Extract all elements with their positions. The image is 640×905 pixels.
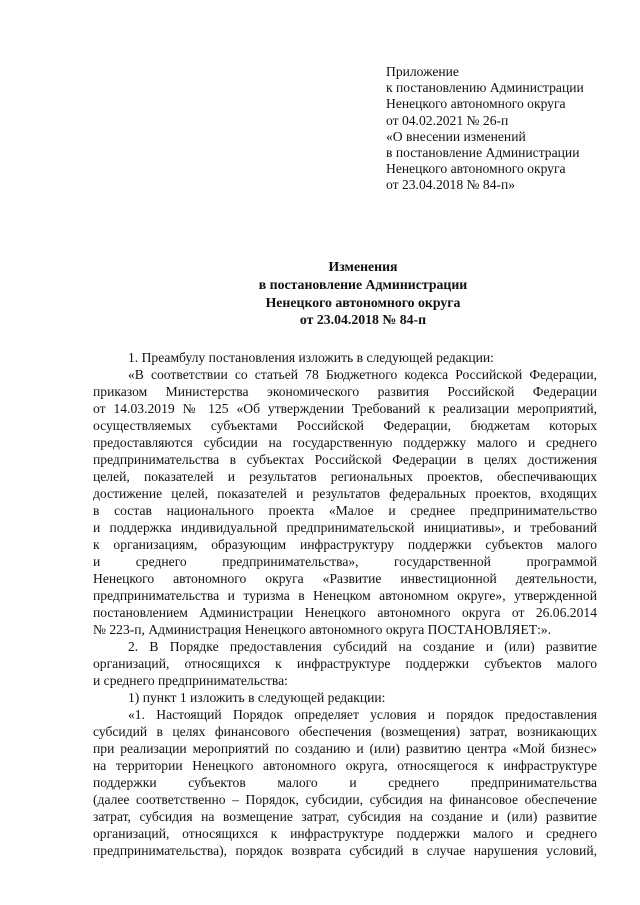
appendix-line: Приложение <box>386 64 459 79</box>
body-line: и поддержка индивидуальной предпринимательской инициативы», и требований <box>93 520 597 535</box>
document-title <box>93 258 633 329</box>
title-line: Ненецкого автономного округа <box>265 294 461 310</box>
body-line: «1. Настоящий Порядок определяет условия и порядок предоставления <box>128 707 597 722</box>
appendix-line: к постановлению Администрации <box>386 80 584 96</box>
appendix-line: от 04.02.2021 № 26-п <box>386 112 509 128</box>
body-line: и среднего предпринимательства», государственной программой <box>93 554 597 569</box>
body-line: предпринимательства), порядок возврата субсидий в случае нарушения условий, <box>93 843 597 858</box>
body-line: 2. В Порядке предоставления субсидий на создание и (или) развитие <box>128 639 597 654</box>
appendix-line: Ненецкого автономного округа <box>386 96 566 112</box>
body-line: на территории Ненецкого автономного округа, относящегося к инфраструктуре <box>93 758 597 773</box>
body-line: организаций, относящихся к инфраструктуре поддержки субъектов малого <box>93 656 597 671</box>
body-line: субсидий в целях финансового обеспечения (возмещения) затрат, возникающих <box>93 724 597 739</box>
body-line: осуществляемых субъектами Российской Федерации, бюджетам которых <box>93 418 597 433</box>
title-line: в постановление Администрации <box>258 276 468 292</box>
body-line: поддержки субъектов малого и среднего предпринимательства <box>93 775 597 790</box>
body-line: от 14.03.2019 № 125 «Об утверждении Требований к реализации мероприятий, <box>93 401 597 416</box>
body-line: в состав национального проекта «Малое и среднее предпринимательство <box>93 503 597 518</box>
appendix-line: в постановление Администрации <box>386 145 580 161</box>
body-line: приказом Министерства экономического развития Российской Федерации <box>93 384 597 399</box>
body-line: постановлением Администрации Ненецкого автономного округа от 26.06.2014 <box>93 605 597 620</box>
appendix-block <box>386 64 626 194</box>
appendix-line: от 23.04.2018 № 84-п» <box>386 177 516 193</box>
body-line: (далее соответственно – Порядок, субсидии, субсидия на финансовое обеспечение <box>93 792 597 807</box>
body-line: № 223-п, Администрация Ненецкого автономного округа ПОСТАНОВЛЯЕТ:». <box>93 622 552 637</box>
body-line: достижение целей, показателей и результатов федеральных проектов, входящих <box>93 486 597 501</box>
body-line: 1) пункт 1 изложить в следующей редакции: <box>128 690 386 705</box>
appendix-line: «О внесении изменений <box>386 128 526 144</box>
body-line: при реализации мероприятий по созданию и (или) развитию центра «Мой бизнес» <box>93 741 597 756</box>
body-line: целей, показателей и результатов региональных проектов, обеспечивающих <box>93 469 597 484</box>
body-line: предпринимательства в субъектах Российской Федерации в целях достижения <box>93 452 597 467</box>
body-line: организаций, относящихся к инфраструктуре поддержки малого и среднего <box>93 826 597 841</box>
body-line: Ненецкого автономного округа «Развитие инвестиционной деятельности, <box>93 571 597 586</box>
body-line: 1. Преамбулу постановления изложить в следующей редакции: <box>128 350 494 365</box>
body-line: к организациям, образующим инфраструктуру поддержки субъектов малого <box>93 537 597 552</box>
body-line: затрат, субсидия на возмещение затрат, субсидия на создание и (или) развитие <box>93 809 597 824</box>
appendix-line: Ненецкого автономного округа <box>386 161 566 177</box>
body-line: и среднего предпринимательства: <box>93 673 288 688</box>
body-line: «В соответствии со статьей 78 Бюджетного кодекса Российской Федерации, <box>128 367 597 382</box>
body-line: предоставляются субсидии на государственную поддержку малого и среднего <box>93 435 597 450</box>
title-line: от 23.04.2018 № 84-п <box>299 312 427 328</box>
document-body <box>93 349 597 859</box>
title-line: Изменения <box>328 259 398 274</box>
body-line: предпринимательства и туризма в Ненецком автономном округе», утвержденной <box>93 588 597 603</box>
